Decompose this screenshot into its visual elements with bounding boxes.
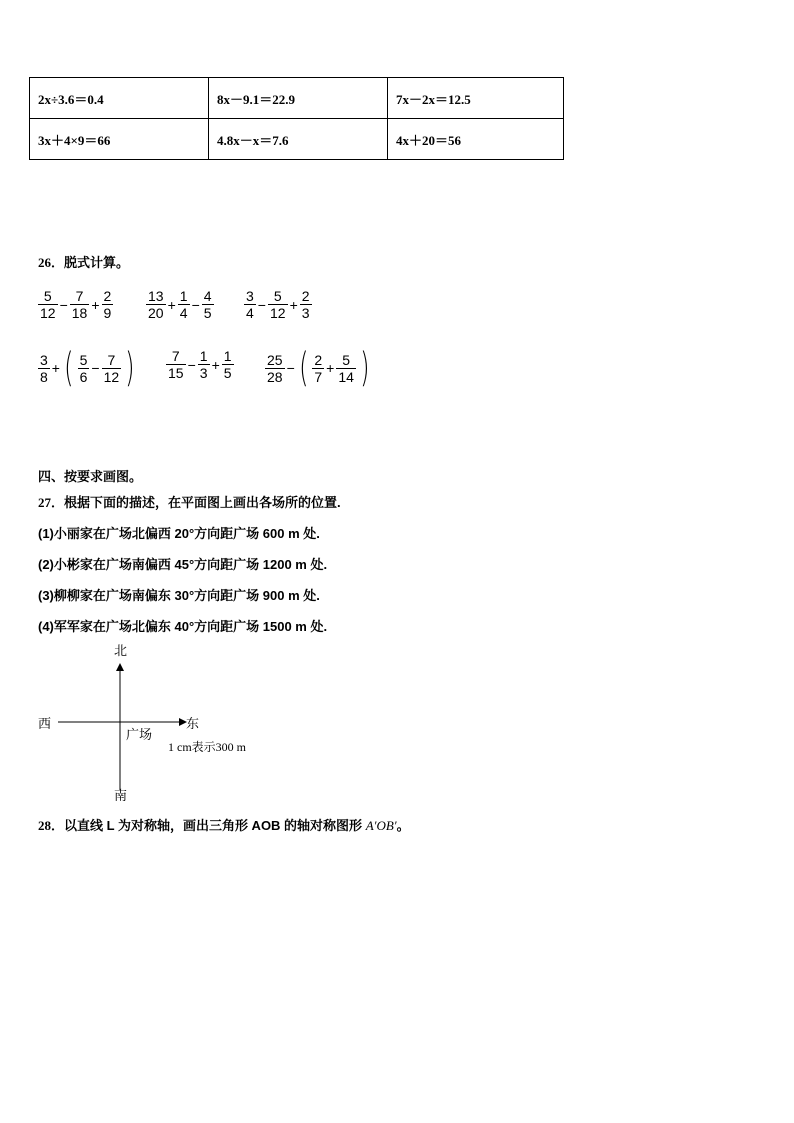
fraction: $\frac{25}{28}$ xyxy=(267,351,283,385)
east-label: 东 xyxy=(186,716,200,731)
section-heading: 四、按要求画图。 xyxy=(38,469,143,484)
question-27-item-4: (4)军军家在广场北偏东 40°方向距广场 1500 m 处. xyxy=(38,619,328,634)
question-28 xyxy=(38,815,410,834)
equation-cell: 4.8x－x＝7.6 xyxy=(209,119,388,160)
operator: − xyxy=(286,360,295,376)
south-label: 南 xyxy=(114,788,128,803)
equation-cell: 8x－9.1＝22.9 xyxy=(209,78,388,119)
question-27-item-3: (3)柳柳家在广场南偏东 30°方向距广场 900 m 处. xyxy=(38,588,320,603)
square-label: 广场 xyxy=(126,727,153,742)
fraction: $\frac{13}{20}$ xyxy=(148,288,164,321)
scale-label: 1 cm表示300 m xyxy=(168,740,246,754)
operator: + xyxy=(167,296,176,313)
fraction: $\frac{5}{14}$ xyxy=(338,351,354,385)
table-row xyxy=(30,119,564,160)
question-text: 以直线 L 为对称轴，画出三角形 AOB 的轴对称图形 xyxy=(64,818,363,833)
fraction: $\frac{3}{4}$ xyxy=(246,288,254,321)
equation-table xyxy=(29,77,564,160)
right-parenthesis: ) xyxy=(360,345,370,391)
compass-diagram xyxy=(30,640,270,805)
operator: + xyxy=(211,356,220,373)
operator: − xyxy=(191,296,200,313)
equation-cell: 2x÷3.6＝0.4 xyxy=(30,78,209,119)
question-27-item-2: (2)小彬家在广场南偏西 45°方向距广场 1200 m 处. xyxy=(38,557,328,572)
fraction: $\frac{7}{12}$ xyxy=(103,351,120,385)
fraction: $\frac{7}{18}$ xyxy=(71,288,88,321)
calc-expression-2 xyxy=(145,288,215,321)
left-parenthesis: ( xyxy=(64,345,74,391)
calc-expression-3 xyxy=(243,288,313,321)
question-title: 脱式计算。 xyxy=(64,255,130,270)
operator: − xyxy=(257,296,266,313)
fraction: $\frac{1}{4}$ xyxy=(179,288,188,321)
operator: − xyxy=(91,360,100,376)
fraction: $\frac{7}{15}$ xyxy=(168,348,184,381)
operator: − xyxy=(187,356,196,373)
question-number: 26． xyxy=(38,255,65,270)
fraction: $\frac{2}{7}$ xyxy=(314,351,323,385)
fraction: $\frac{5}{12}$ xyxy=(40,288,56,321)
right-parenthesis: ) xyxy=(125,345,135,391)
equation-cell: 7x－2x＝12.5 xyxy=(388,78,564,119)
question-27-item-1: (1)小丽家在广场北偏西 20°方向距广场 600 m 处. xyxy=(38,526,320,541)
left-parenthesis: ( xyxy=(298,345,309,391)
calc-expression-1 xyxy=(37,288,114,321)
fraction: $\frac{5}{12}$ xyxy=(269,288,286,321)
fraction: $\frac{3}{8}$ xyxy=(40,351,48,385)
operator: − xyxy=(59,296,68,313)
operator: + xyxy=(289,296,298,313)
calc-expression-5 xyxy=(165,348,235,381)
operator: + xyxy=(91,296,100,313)
figure-name: A′OB′ xyxy=(365,818,397,833)
fraction: $\frac{1}{3}$ xyxy=(199,348,208,381)
operator: + xyxy=(326,360,335,376)
equation-cell: 3x＋4×9＝66 xyxy=(30,119,209,160)
question-27-heading xyxy=(38,492,341,511)
question-end: 。 xyxy=(396,818,410,833)
fraction: $\frac{4}{5}$ xyxy=(203,288,212,321)
calc-expression-4 xyxy=(37,345,138,391)
fraction: $\frac{2}{3}$ xyxy=(301,288,310,321)
fraction: $\frac{5}{6}$ xyxy=(79,351,88,385)
question-number: 27． xyxy=(38,495,65,510)
fraction: $\frac{1}{5}$ xyxy=(223,348,232,381)
question-title: 根据下面的描述，在平面图上画出各场所的位置. xyxy=(64,495,341,510)
operator: + xyxy=(51,360,60,376)
fraction: $\frac{2}{9}$ xyxy=(103,288,112,321)
west-label: 西 xyxy=(38,716,52,731)
equation-cell: 4x＋20＝56 xyxy=(388,119,564,160)
calc-expression-6 xyxy=(264,345,373,391)
north-label: 北 xyxy=(114,643,128,658)
question-26-heading xyxy=(38,252,129,271)
question-number: 28． xyxy=(38,818,65,833)
table-row xyxy=(30,78,564,119)
